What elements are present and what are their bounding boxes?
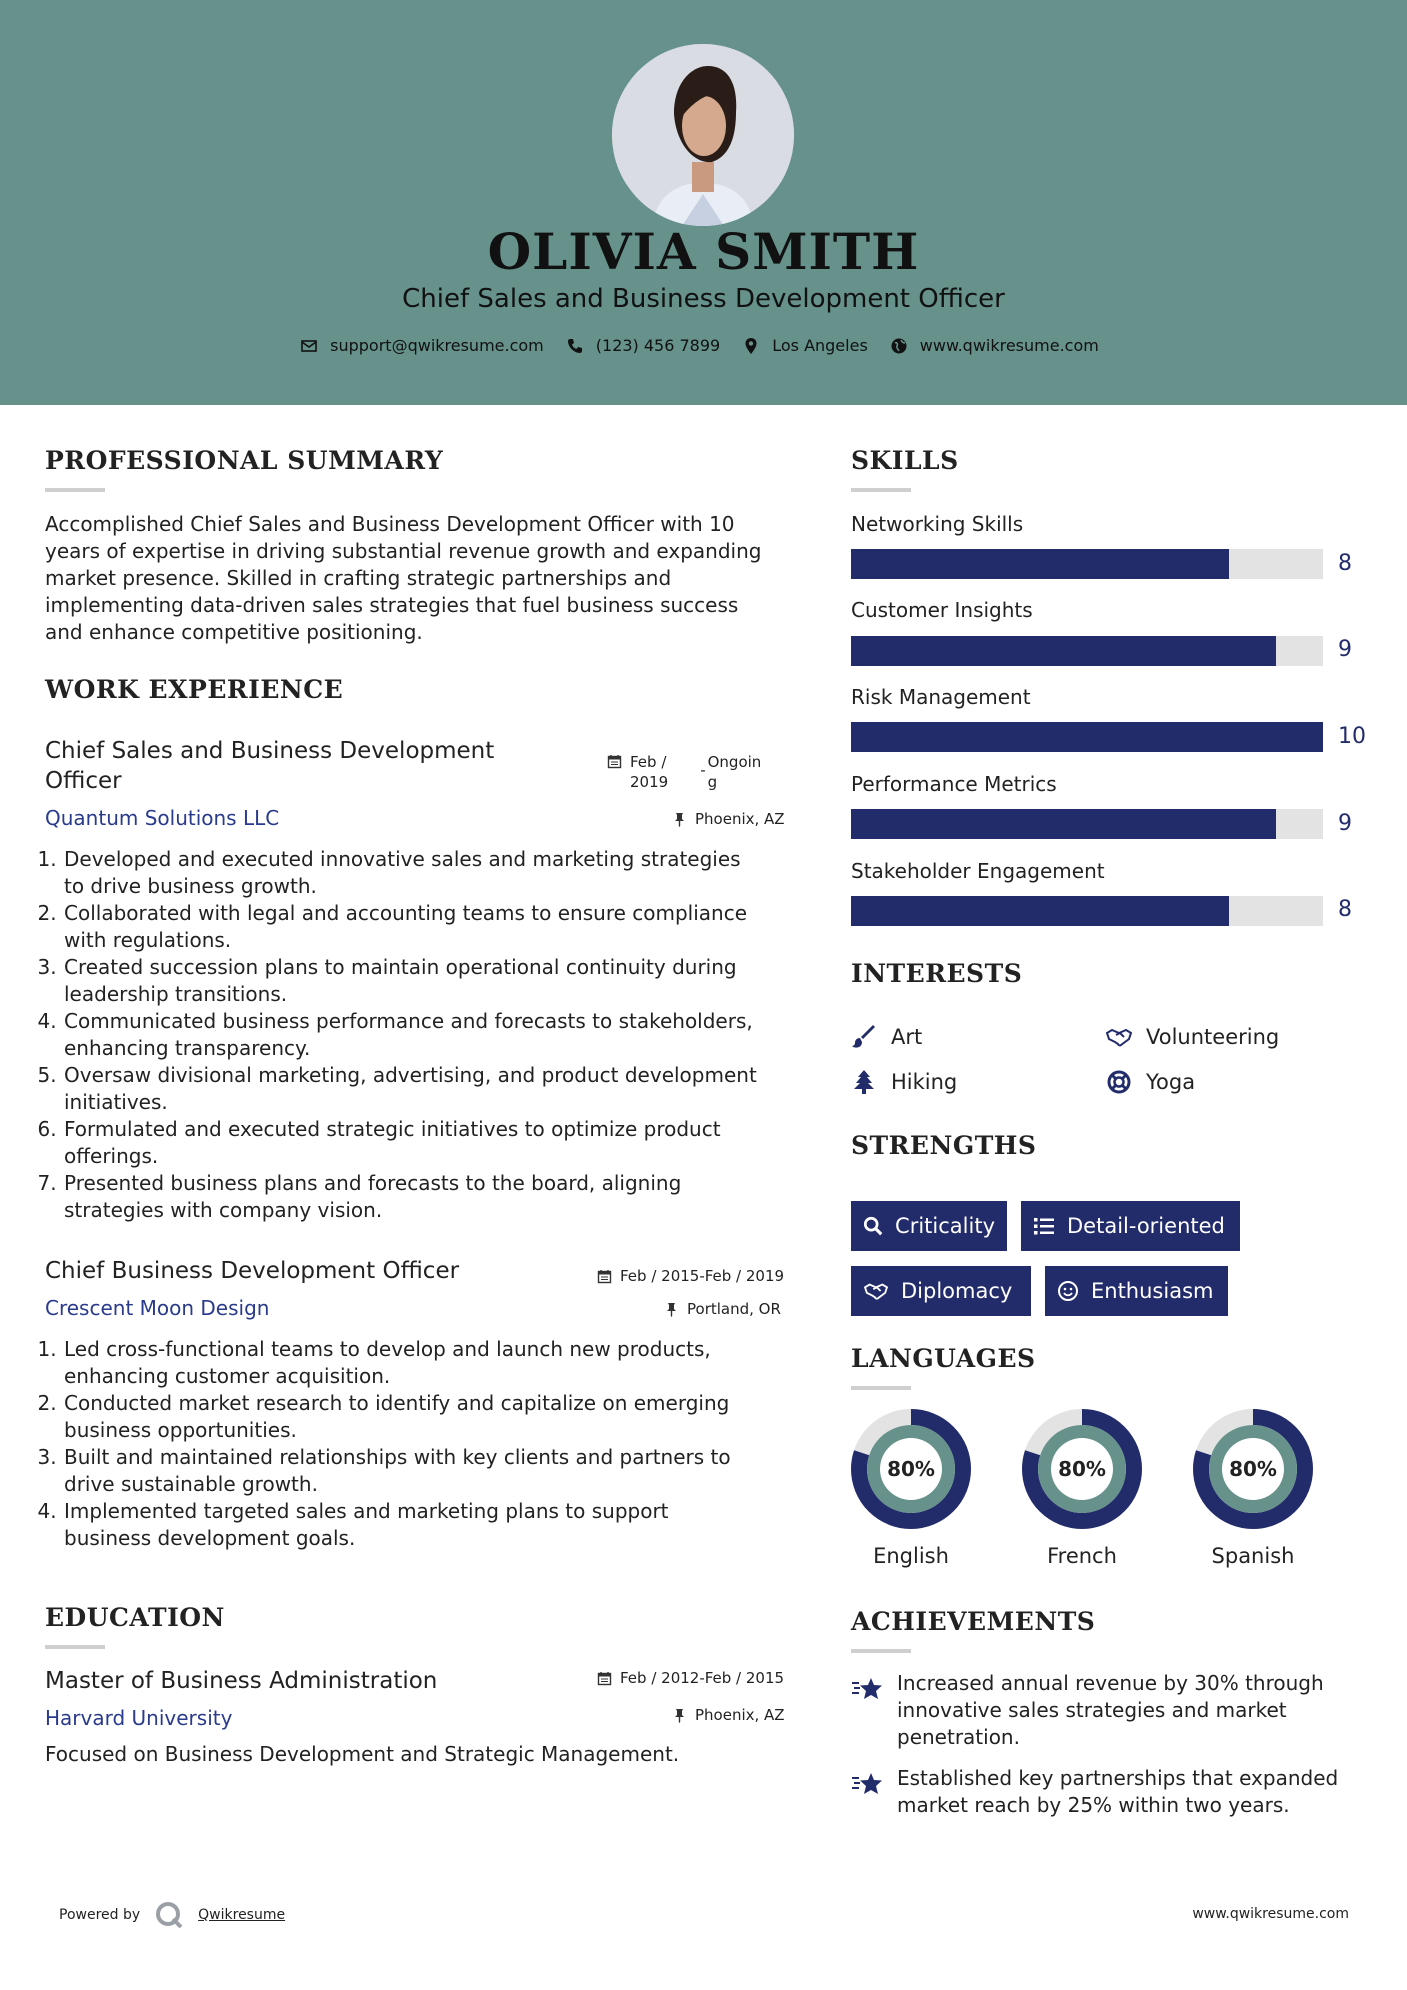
- education-description: Focused on Business Development and Strategic Management.: [45, 1742, 680, 1766]
- list-item: [63, 1444, 815, 1498]
- list-line: Built and maintained relationships with key clients and partners to: [64, 1445, 731, 1469]
- candidate-name: OLIVIA SMITH: [487, 222, 920, 281]
- list-line: Implemented targeted sales and marketing plans to support: [64, 1499, 669, 1523]
- language-donut: [1020, 1407, 1144, 1531]
- powered-by-text: Powered by: [59, 1907, 141, 1923]
- pin-icon: [672, 1708, 687, 1723]
- list-item: [63, 1498, 815, 1552]
- education-dates: [597, 1669, 784, 1687]
- job-location: [664, 1300, 781, 1318]
- location-text: Portland, OR: [687, 1300, 781, 1318]
- summary-heading: PROFESSIONAL SUMMARY: [45, 446, 444, 475]
- smile-icon: [1057, 1280, 1079, 1302]
- list-item: [63, 954, 815, 1008]
- list-line: enhancing customer acquisition.: [64, 1364, 391, 1388]
- company-name: Quantum Solutions LLC: [45, 806, 280, 830]
- list-line: with regulations.: [64, 928, 232, 952]
- skills-divider: [851, 488, 911, 492]
- list-item: [63, 846, 815, 900]
- strength-tag: [1021, 1201, 1240, 1251]
- donut-percent: 80%: [1058, 1457, 1106, 1481]
- donut-percent: 80%: [1229, 1457, 1277, 1481]
- list-item: [63, 900, 815, 954]
- achievement-line: Increased annual revenue by 30% through: [897, 1671, 1324, 1695]
- footer-powered-by: [59, 1900, 285, 1930]
- pin-icon: [664, 1302, 679, 1317]
- footer-website[interactable]: www.qwikresume.com: [1192, 1906, 1349, 1922]
- brand-link[interactable]: Qwikresume: [198, 1907, 286, 1923]
- languages-heading: LANGUAGES: [851, 1344, 1036, 1373]
- achievement-item: [851, 1670, 1371, 1751]
- profile-photo: [612, 44, 794, 226]
- skill-value: 8: [1338, 897, 1352, 922]
- education-location: [672, 1706, 785, 1724]
- strength-label: Criticality: [895, 1214, 995, 1238]
- list-line: initiatives.: [64, 1090, 168, 1114]
- company-name: Crescent Moon Design: [45, 1296, 270, 1320]
- skill-value: 10: [1338, 724, 1366, 749]
- contact-phone[interactable]: [566, 336, 720, 355]
- list-line: Created succession plans to maintain operational continuity during: [64, 955, 737, 979]
- language-label: French: [1047, 1544, 1117, 1568]
- interest-item: [1106, 1025, 1279, 1049]
- degree-title: Master of Business Administration: [45, 1668, 438, 1694]
- achievement-line: innovative sales strategies and market: [897, 1698, 1287, 1722]
- job-dates: [597, 1267, 784, 1285]
- skill-label: Networking Skills: [851, 512, 1024, 536]
- job-dates: [607, 752, 761, 792]
- interest-label: Art: [891, 1025, 923, 1049]
- list-line: leadership transitions.: [64, 982, 288, 1006]
- experience-heading: WORK EXPERIENCE: [45, 675, 344, 704]
- handshake-icon: [1106, 1025, 1132, 1049]
- list-line: Communicated business performance and forecasts to stakeholders,: [64, 1009, 753, 1033]
- list-item: [63, 1170, 815, 1224]
- dates-text: Feb / 2012-Feb / 2015: [620, 1669, 785, 1687]
- tree-icon: [851, 1070, 877, 1094]
- skill-bar-fill: [851, 722, 1323, 752]
- star-icon: [851, 1674, 883, 1702]
- summary-line: years of expertise in driving substantial revenue growth and expanding: [45, 539, 762, 563]
- achievement-line: market reach by 25% within two years.: [897, 1793, 1290, 1817]
- achievement-line: Established key partnerships that expanded: [897, 1766, 1339, 1790]
- search-icon: [863, 1215, 883, 1237]
- achievement-line: penetration.: [897, 1725, 1020, 1749]
- job-title: [45, 736, 565, 796]
- calendar-icon: [597, 1269, 612, 1284]
- summary-divider: [45, 488, 105, 492]
- interest-label: Volunteering: [1146, 1025, 1280, 1049]
- skill-value: 8: [1338, 551, 1352, 576]
- interests-heading: INTERESTS: [851, 959, 1023, 988]
- summary-line: implementing data-driven sales strategies that fuel business success: [45, 593, 739, 617]
- map-marker-icon: [742, 337, 760, 355]
- pin-icon: [672, 812, 687, 827]
- strength-tag: [851, 1266, 1031, 1316]
- skill-bar-fill: [851, 636, 1276, 666]
- paintbrush-icon: [851, 1025, 877, 1049]
- date-separator: -: [700, 761, 706, 779]
- job-location: [672, 810, 785, 828]
- school-name: Harvard University: [45, 1706, 233, 1730]
- date-start: 2019: [630, 773, 669, 791]
- list-line: enhancing transparency.: [64, 1036, 311, 1060]
- strength-label: Detail-oriented: [1067, 1214, 1225, 1238]
- skill-bar: [851, 549, 1323, 579]
- language-donut: [849, 1407, 973, 1531]
- contact-email[interactable]: [300, 336, 544, 355]
- list-line: Conducted market research to identify and capitalize on emerging: [64, 1391, 730, 1415]
- languages-divider: [851, 1386, 911, 1390]
- job-responsibilities: [45, 846, 815, 1224]
- skill-value: 9: [1338, 811, 1352, 836]
- list-item: [63, 1336, 815, 1390]
- handshake-icon: [863, 1280, 889, 1302]
- list-icon: [1033, 1215, 1055, 1237]
- donut-percent: 80%: [887, 1457, 935, 1481]
- list-item: [63, 1062, 815, 1116]
- skill-bar: [851, 809, 1323, 839]
- location-text: Phoenix, AZ: [695, 1706, 785, 1724]
- strength-tag: [851, 1201, 1007, 1251]
- skill-bar-fill: [851, 809, 1276, 839]
- list-line: drive sustainable growth.: [64, 1472, 318, 1496]
- list-item: [63, 1116, 815, 1170]
- dates-text: Feb / 2015-Feb / 2019: [620, 1267, 785, 1285]
- skill-bar: [851, 896, 1323, 926]
- list-line: Oversaw divisional marketing, advertising, and product development: [64, 1063, 757, 1087]
- globe-icon: [890, 337, 908, 355]
- date-end: g: [707, 773, 718, 791]
- interest-item: [851, 1025, 922, 1049]
- list-line: Collaborated with legal and accounting teams to ensure compliance: [64, 901, 748, 925]
- list-line: to drive business growth.: [64, 874, 317, 898]
- list-line: business opportunities.: [64, 1418, 297, 1442]
- list-line: business development goals.: [64, 1526, 356, 1550]
- achievements-heading: ACHIEVEMENTS: [851, 1607, 1096, 1636]
- list-line: Led cross-functional teams to develop and launch new products,: [64, 1337, 711, 1361]
- skill-value: 9: [1338, 637, 1352, 662]
- list-line: Formulated and executed strategic initiatives to optimize product: [64, 1117, 721, 1141]
- job-title-line: Chief Sales and Business Development: [45, 738, 495, 764]
- website-text: www.qwikresume.com: [919, 336, 1099, 355]
- email-text: support@qwikresume.com: [330, 336, 544, 355]
- skill-bar: [851, 636, 1323, 666]
- summary-text: [45, 511, 805, 646]
- strength-label: Diplomacy: [901, 1279, 1013, 1303]
- contact-bar: [0, 336, 1407, 355]
- skill-bar-fill: [851, 896, 1229, 926]
- strength-label: Enthusiasm: [1091, 1279, 1214, 1303]
- skill-label: Stakeholder Engagement: [851, 859, 1105, 883]
- skill-label: Customer Insights: [851, 598, 1033, 622]
- location-text: Phoenix, AZ: [695, 810, 785, 828]
- summary-line: and enhance competitive positioning.: [45, 620, 423, 644]
- interest-item: [851, 1070, 957, 1094]
- achievement-item: [851, 1765, 1371, 1819]
- list-line: offerings.: [64, 1144, 159, 1168]
- phone-text: (123) 456 7899: [595, 336, 721, 355]
- achievements-divider: [851, 1649, 911, 1653]
- star-icon: [851, 1769, 883, 1797]
- skill-bar: [851, 722, 1323, 752]
- list-line: Presented business plans and forecasts to the board, aligning: [64, 1171, 682, 1195]
- interest-item: [1106, 1070, 1195, 1094]
- list-line: strategies with company vision.: [64, 1198, 383, 1222]
- summary-line: market presence. Skilled in crafting strategic partnerships and: [45, 566, 672, 590]
- list-line: Developed and executed innovative sales and marketing strategies: [64, 847, 741, 871]
- interest-label: Hiking: [891, 1070, 958, 1094]
- skills-heading: SKILLS: [851, 446, 959, 475]
- list-item: [63, 1390, 815, 1444]
- skill-bar-fill: [851, 549, 1229, 579]
- language-label: Spanish: [1211, 1544, 1295, 1568]
- language-donut: [1191, 1407, 1315, 1531]
- lifebuoy-icon: [1106, 1070, 1132, 1094]
- qwikresume-logo-icon: [154, 1900, 184, 1930]
- skill-label: Performance Metrics: [851, 772, 1057, 796]
- interest-label: Yoga: [1146, 1070, 1196, 1094]
- education-heading: EDUCATION: [45, 1603, 225, 1632]
- candidate-title: Chief Sales and Business Development Officer: [402, 284, 1005, 314]
- strengths-heading: STRENGTHS: [851, 1131, 1037, 1160]
- calendar-icon: [597, 1671, 612, 1686]
- contact-website[interactable]: [890, 336, 1099, 355]
- date-end: Ongoin: [707, 753, 762, 771]
- location-text: Los Angeles: [772, 336, 868, 355]
- skill-label: Risk Management: [851, 685, 1031, 709]
- date-start: Feb /: [630, 753, 667, 771]
- job-responsibilities: [45, 1336, 815, 1552]
- phone-icon: [566, 337, 584, 355]
- language-label: English: [873, 1544, 949, 1568]
- job-title-line: Officer: [45, 768, 122, 794]
- envelope-icon: [300, 337, 318, 355]
- contact-location: [742, 336, 868, 355]
- job-title: Chief Business Development Officer: [45, 1258, 460, 1284]
- list-item: [63, 1008, 815, 1062]
- strength-tag: [1045, 1266, 1228, 1316]
- education-divider: [45, 1645, 105, 1649]
- calendar-icon: [607, 754, 622, 769]
- summary-line: Accomplished Chief Sales and Business Development Officer with 10: [45, 512, 735, 536]
